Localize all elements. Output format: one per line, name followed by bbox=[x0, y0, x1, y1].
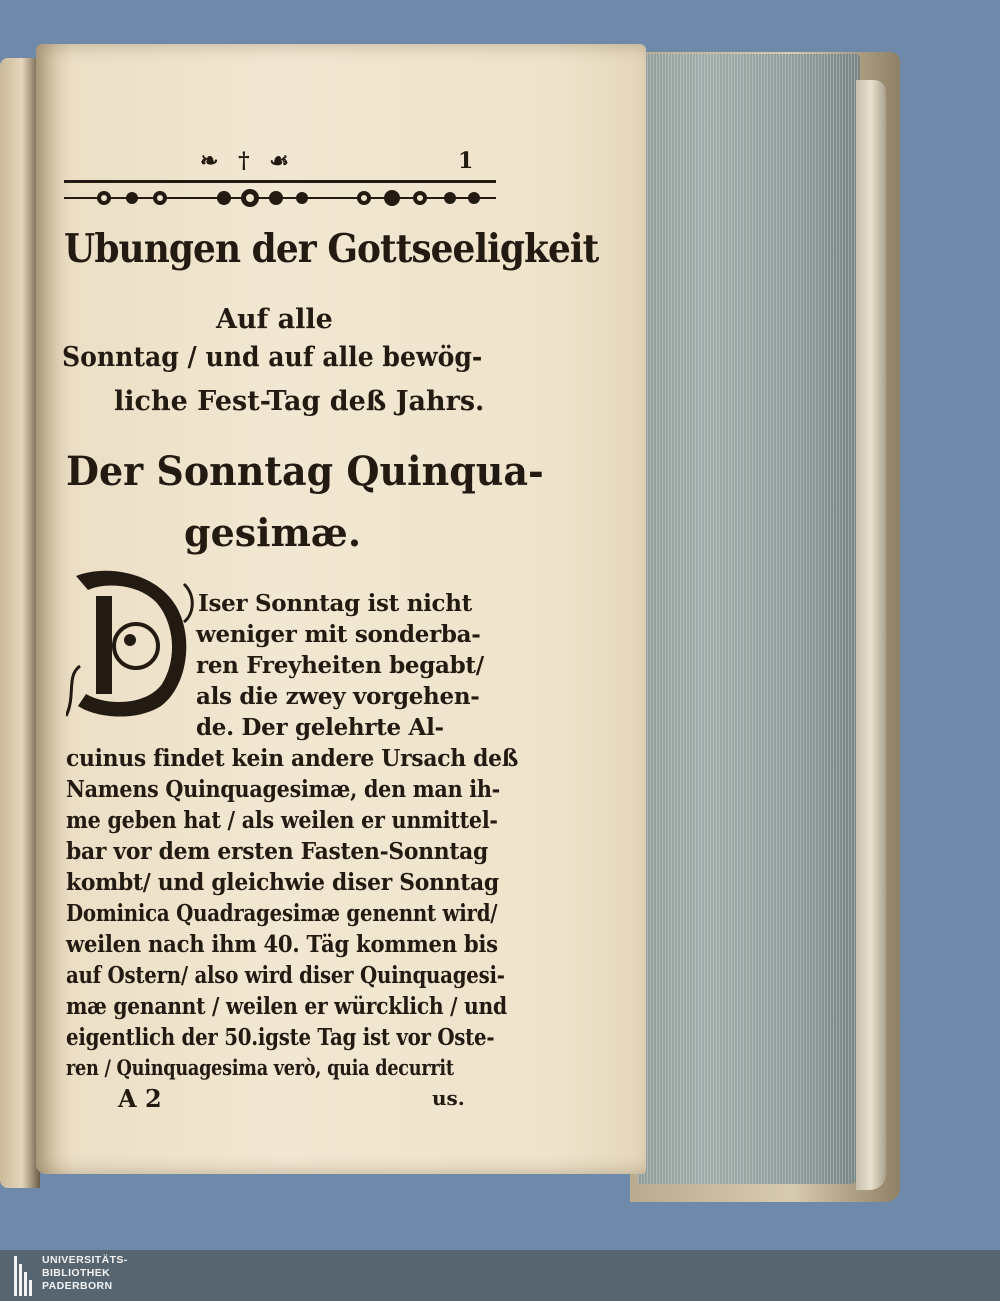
body-line: auf Ostern/ also wird diser Quinquagesi- bbox=[66, 962, 505, 989]
page-block-edges bbox=[638, 54, 860, 1184]
footer-bar bbox=[0, 1250, 1000, 1301]
body-line: me geben hat / als weilen er unmittel- bbox=[66, 807, 498, 834]
page-number: 1 bbox=[458, 148, 474, 174]
library-name-line-3: PADERBORN bbox=[42, 1280, 113, 1292]
header-ornament: ❧ † ☙ bbox=[200, 148, 295, 174]
body-line: Dominica Quadragesimæ genennt wird/ bbox=[66, 900, 498, 927]
body-line: als die zwey vorgehen- bbox=[196, 683, 480, 710]
subtitle-line-1: Auf alle bbox=[216, 304, 333, 335]
body-line: Iser Sonntag ist nicht bbox=[198, 590, 473, 617]
subtitle-line-2: Sonntag / und auf alle bewög- bbox=[62, 342, 483, 373]
initial-letter bbox=[66, 566, 67, 567]
section-heading-line-2: gesimæ. bbox=[184, 510, 362, 555]
body-line: ren Freyheiten begabt/ bbox=[196, 652, 484, 679]
body-line: eigentlich der 50.igste Tag ist vor Oste- bbox=[66, 1024, 495, 1051]
catchword: us. bbox=[432, 1086, 465, 1110]
body-line: bar vor dem ersten Fasten-Sonntag bbox=[66, 838, 489, 865]
running-header bbox=[200, 148, 500, 178]
library-logo-icon bbox=[14, 1256, 36, 1296]
header-rule bbox=[64, 180, 496, 183]
signature-mark: A 2 bbox=[118, 1084, 162, 1113]
body-line: weilen nach ihm 40. Täg kommen bis bbox=[66, 931, 498, 958]
subtitle-line-3: liche Fest-Tag deß Jahrs. bbox=[114, 386, 485, 417]
body-line: kombt/ und gleichwie diser Sonntag bbox=[66, 869, 499, 896]
body-line: Namens Quinquagesimæ, den man ih- bbox=[66, 776, 500, 803]
body-line: ren / Quinquagesima verò, quia decurrit bbox=[66, 1055, 454, 1080]
page-title: Ubungen der Gottseeligkeit bbox=[64, 226, 599, 272]
library-name-line-1: UNIVERSITÄTS- bbox=[42, 1254, 128, 1266]
body-line: mæ genannt / weilen er würcklich / und bbox=[66, 993, 507, 1020]
ornament-band bbox=[64, 186, 496, 212]
left-page-edge bbox=[0, 58, 40, 1188]
library-name bbox=[42, 1254, 128, 1293]
section-heading-line-1: Der Sonntag Quinqua- bbox=[66, 448, 544, 495]
cover-rim bbox=[856, 80, 886, 1190]
body-line: cuinus findet kein andere Ursach deß bbox=[66, 745, 519, 772]
body-line: weniger mit sonderba- bbox=[196, 621, 481, 648]
library-name-line-2: BIBLIOTHEK bbox=[42, 1267, 111, 1279]
decorated-initial bbox=[66, 566, 196, 722]
body-line: de. Der gelehrte Al- bbox=[196, 714, 444, 741]
